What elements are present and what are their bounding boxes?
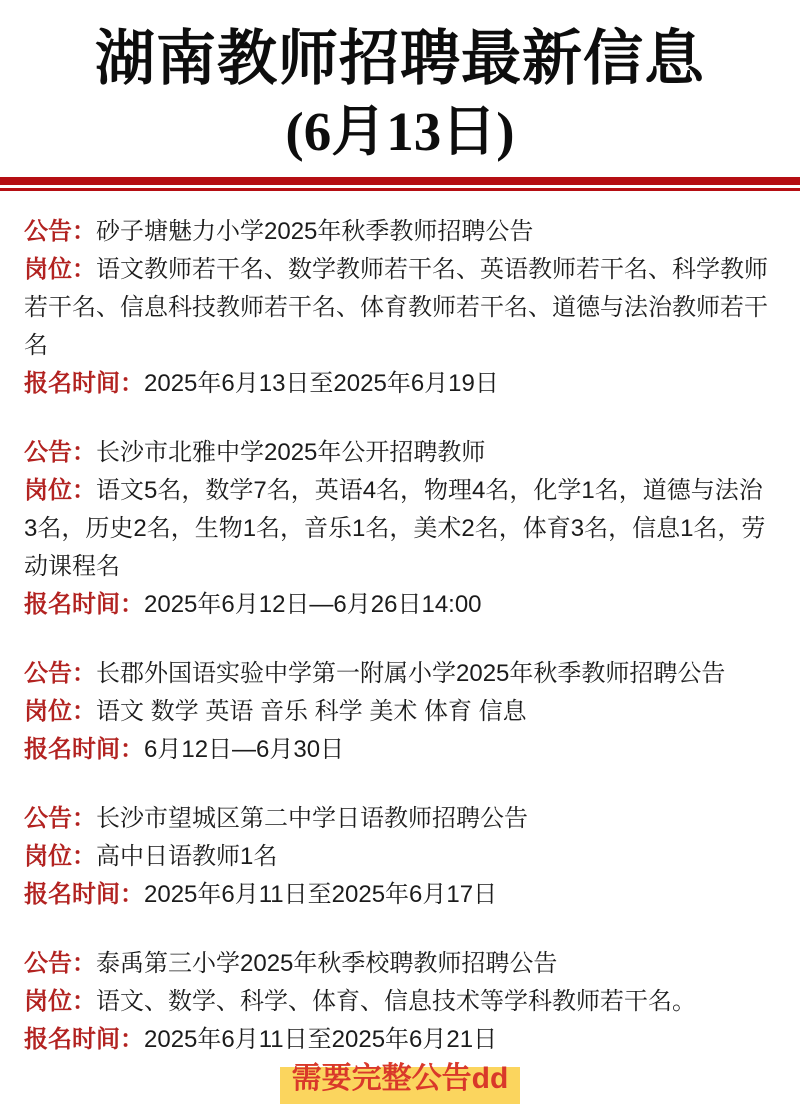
time-label: 报名时间： [24, 1026, 144, 1054]
announcement-block-5 [24, 945, 776, 1059]
time-text: 2025年6月12日—6月26日14:00 [144, 591, 482, 619]
notice-text: 泰禹第三小学2025年秋季校聘教师招聘公告 [96, 950, 558, 978]
positions-text: 语文教师若干名、数学教师若干名、英语教师若干名、科学教师若干名、信息科技教师若干名、体育教师若干名、道德与法治教师若干名 [24, 256, 768, 360]
positions-row [24, 983, 776, 1021]
time-text: 2025年6月13日至2025年6月19日 [144, 370, 499, 398]
time-row [24, 876, 776, 914]
time-row [24, 365, 776, 403]
positions-label: 岗位： [24, 988, 96, 1016]
positions-row [24, 251, 776, 365]
notice-row [24, 655, 776, 693]
time-label: 报名时间： [24, 370, 144, 398]
time-text: 2025年6月11日至2025年6月17日 [144, 881, 498, 909]
notice-row [24, 945, 776, 983]
notice-text: 砂子塘魅力小学2025年秋季教师招聘公告 [96, 218, 534, 246]
positions-label: 岗位： [24, 698, 96, 726]
footer-cta [0, 1060, 800, 1104]
positions-text: 高中日语教师1名 [96, 843, 278, 871]
positions-row [24, 693, 776, 731]
footer-highlight-text: 需要完整公告dd [280, 1060, 521, 1104]
notice-text: 长沙市北雅中学2025年公开招聘教师 [96, 439, 486, 467]
notice-label: 公告： [24, 805, 96, 833]
time-row [24, 731, 776, 769]
positions-text: 语文5名，数学7名，英语4名，物理4名，化学1名，道德与法治3名，历史2名，生物1名，音乐1名，美术2名，体育3名，信息1名，劳动课程名 [24, 477, 766, 581]
positions-text: 语文 数学 英语 音乐 科学 美术 体育 信息 [96, 698, 527, 726]
notice-label: 公告： [24, 660, 96, 688]
positions-row [24, 472, 776, 586]
positions-label: 岗位： [24, 477, 96, 505]
time-label: 报名时间： [24, 881, 144, 909]
notice-text: 长郡外国语实验中学第一附属小学2025年秋季教师招聘公告 [96, 660, 726, 688]
time-label: 报名时间： [24, 736, 144, 764]
notice-label: 公告： [24, 950, 96, 978]
time-text: 2025年6月11日至2025年6月21日 [144, 1026, 498, 1054]
announcements-list [0, 191, 800, 1059]
page-title: 湖南教师招聘最新信息 [95, 26, 705, 92]
time-label: 报名时间： [24, 591, 144, 619]
notice-label: 公告： [24, 218, 96, 246]
positions-row [24, 838, 776, 876]
announcement-block-2 [24, 434, 776, 624]
notice-row [24, 800, 776, 838]
positions-text: 语文、数学、科学、体育、信息技术等学科教师若干名。 [96, 988, 696, 1016]
divider-thick-line [0, 177, 800, 185]
notice-row [24, 213, 776, 251]
notice-text: 长沙市望城区第二中学日语教师招聘公告 [96, 805, 528, 833]
announcement-block-1 [24, 213, 776, 403]
time-row [24, 1021, 776, 1059]
page-subtitle: (6月13日) [285, 100, 515, 162]
notice-label: 公告： [24, 439, 96, 467]
announcement-block-3 [24, 655, 776, 769]
poster-header [0, 0, 800, 162]
time-row [24, 586, 776, 624]
positions-label: 岗位： [24, 843, 96, 871]
double-rule-divider [0, 177, 800, 191]
announcement-block-4 [24, 800, 776, 914]
time-text: 6月12日—6月30日 [144, 736, 345, 764]
positions-label: 岗位： [24, 256, 96, 284]
notice-row [24, 434, 776, 472]
